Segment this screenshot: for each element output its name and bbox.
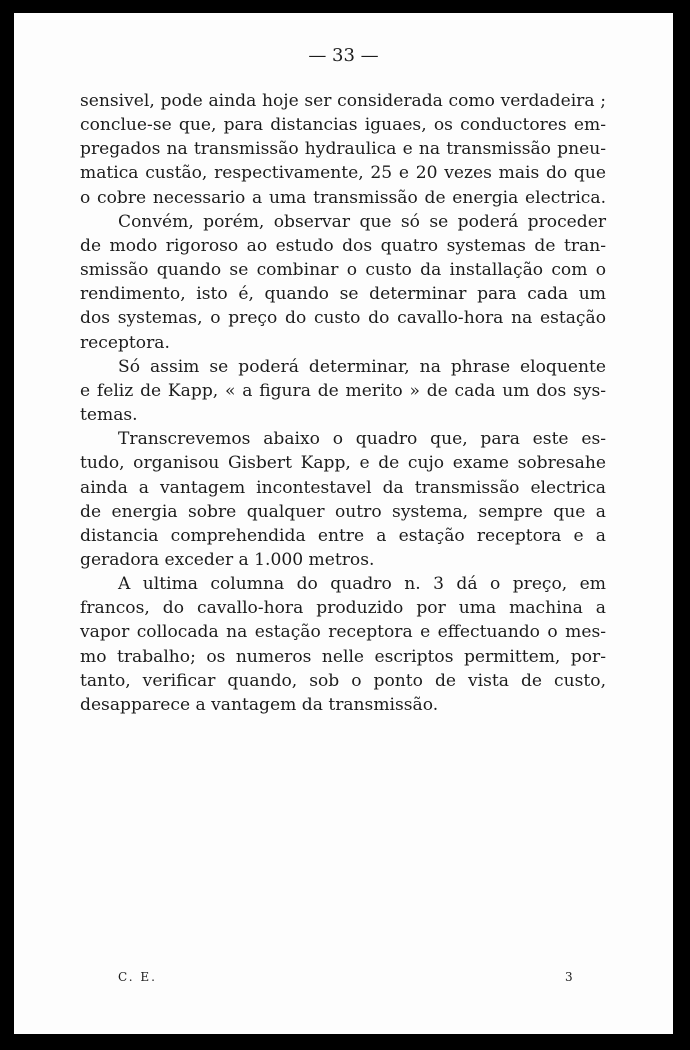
text-line: Só assim se poderá determinar, na phrase eloquente [118, 356, 606, 377]
text-line: dos systemas, o preço do custo do cavallo-hora na estação [80, 308, 606, 329]
text-line: smissão quando se combinar o custo da installação com o [80, 260, 606, 281]
text-line: pregados na transmissão hydraulica e na transmissão pneu- [80, 139, 606, 160]
text-line: de energia sobre qualquer outro systema, sempre que a [80, 501, 606, 522]
printer-signature: C. E. [118, 970, 157, 984]
text-line: desapparece a vantagem da transmissão. [80, 694, 439, 715]
text-line: matica custão, respectivamente, 25 e 20 vezes mais do que [80, 163, 606, 184]
text-line: tanto, verificar quando, sob o ponto de vista de custo, [80, 670, 606, 691]
text-line: distancia comprehendida entre a estação receptora e a [80, 525, 606, 546]
book-page [14, 13, 673, 1034]
text-line: conclue-se que, para distancias iguaes, os conductores em- [80, 115, 606, 136]
paragraph-2 [80, 210, 606, 355]
text-line: ainda a vantagem incontestavel da transmissão electrica [80, 477, 606, 498]
text-line: receptora. [80, 332, 170, 353]
text-line: tudo, organisou Gisbert Kapp, e de cujo exame sobresahe [80, 453, 606, 474]
text-line: mo trabalho; os numeros nelle escriptos permittem, por- [80, 646, 606, 667]
text-line: A ultima columna do quadro n. 3 dá o preço, em [118, 574, 606, 595]
sheet-number: 3 [565, 970, 573, 984]
text-line: francos, do cavallo-hora produzido por uma machina a [80, 598, 606, 619]
paragraph-3 [80, 355, 606, 427]
text-line: de modo rigoroso ao estudo dos quatro systemas de tran- [80, 235, 606, 256]
text-line: Transcrevemos abaixo o quadro que, para este es- [118, 429, 606, 450]
text-line: o cobre necessario a uma transmissão de energia electrica. [80, 187, 606, 208]
text-line: vapor collocada na estação receptora e effectuando o mes- [80, 622, 606, 643]
text-line: rendimento, isto é, quando se determinar para cada um [80, 284, 606, 305]
paragraph-4 [80, 427, 606, 572]
paragraph-5 [80, 572, 606, 717]
body-text [80, 89, 606, 717]
text-line: temas. [80, 405, 138, 426]
text-line: e feliz de Kapp, « a figura de merito » de cada um dos sys- [80, 380, 606, 401]
page-number: — 33 — [308, 45, 379, 66]
paragraph-1 [80, 89, 606, 210]
text-line: sensivel, pode ainda hoje ser considerada como verdadeira ; [80, 91, 606, 111]
text-line: geradora exceder a 1.000 metros. [80, 549, 375, 570]
text-line: Convém, porém, observar que só se poderá proceder [118, 211, 606, 232]
